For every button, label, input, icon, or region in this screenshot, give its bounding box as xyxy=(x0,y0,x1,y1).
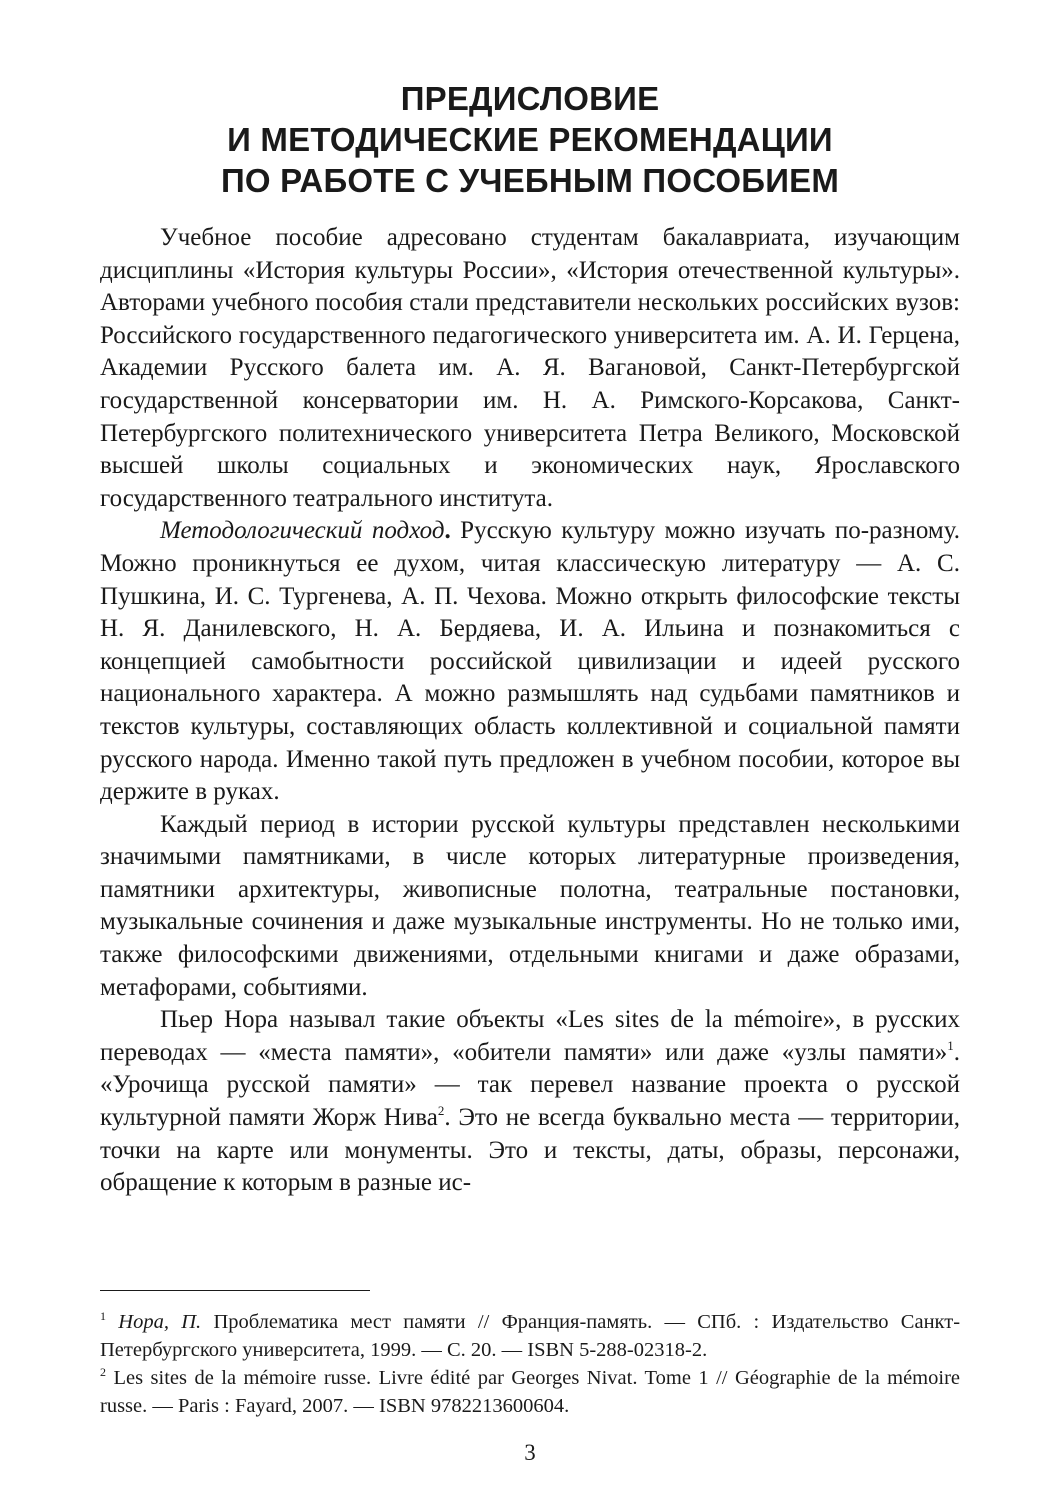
paragraph-2-text: Русскую культуру можно изучать по-разному. Можно проникнуться ее духом, читая классическую литературу — А. С. Пушкина, И. С. Тургенева, А. П. Чехова. Можно открыть философские тексты Н. Я. Данилевского, Н. А. Бердяева, И. А. Ильина и познакомиться с концепцией самобытности российской цивилизации и идеей русского национального характера. А можно размышлять над судьбами памятников и текстов культуры, составляющих область коллективной и социальной памяти русского народа. Именно такой путь предложен в учебном пособии, которое вы держите в руках. xyxy=(100,517,960,806)
paragraph-1: Учебное пособие адресовано студентам бакалавриата, изучающим дисциплины «История культуры России», «История отечественной культуры». Авторами учебного пособия стали представители нескольких российских вузов: Российского государственного педагогического университета им. А. И. Герцена, Академии Русского балета им. А. Я. Вагановой, Санкт-Петербургской государственной консерватории им. Н. А. Римского-Корсакова, Санкт-Петербургского политехнического университета Петра Великого, Московской высшей школы социальных и экономических наук, Ярославского государственного театрального института. xyxy=(100,224,960,512)
paragraph-3: Каждый период в истории русской культуры представлен несколькими значимыми памятниками, в числе которых литературные произведения, памятники архитектуры, живописные полотна, театральные постановки, музыкальные сочинения и даже музыкальные инструменты. Но не только ими, также философскими движениями, отдельными книгами и даже образами, метафорами, событиями. xyxy=(100,810,960,1001)
footnote-ref-1[interactable]: 1 xyxy=(947,1037,954,1053)
title-line-1: ПРЕДИСЛОВИЕ xyxy=(400,80,660,117)
footnote-ref-2[interactable]: 2 xyxy=(437,1103,445,1119)
title-line-2: И МЕТОДИЧЕСКИЕ РЕКОМЕНДАЦИИ xyxy=(227,121,833,158)
footnote-2-text: Les sites de la mémoire russe. Livre édité par Georges Nivat. Tome 1 // Géographie de la mémoire russe. — Paris : Fayard, 2007. — ISBN 9782213600604. xyxy=(100,1367,960,1417)
paragraph-4-part-2: . «Урочища русской памяти» — так перевел название проекта о русской культурной памяти Жорж Нива xyxy=(100,1038,960,1132)
footnote-1-mark: 1 xyxy=(100,1309,106,1323)
title-line-3: ПО РАБОТЕ С УЧЕБНЫМ ПОСОБИЕМ xyxy=(220,162,840,199)
footnote-2-mark: 2 xyxy=(100,1365,106,1379)
paragraph-4-part-1: Пьер Нора называл такие объекты «Les sites de la mémoire», в русских переводах — «места памяти», «обители памяти» или даже «узлы памяти» xyxy=(100,1006,960,1066)
footnote-1 xyxy=(100,1308,960,1364)
page-number: 3 xyxy=(524,1440,536,1465)
main-text xyxy=(100,222,960,1200)
paragraph-2-lead: Методологический подход xyxy=(160,517,445,545)
paragraph-2-lead-dot: . xyxy=(444,517,451,545)
footnotes xyxy=(100,1308,960,1420)
paragraph-2 xyxy=(100,515,960,808)
footnote-divider xyxy=(100,1290,370,1291)
footnote-2 xyxy=(100,1364,960,1420)
footnote-1-text: Проблематика мест памяти // Франция-память. — СПб. : Издательство Санкт-Петербургского университета, 1999. — С. 20. — ISBN 5-288-02318-2. xyxy=(100,1311,961,1361)
paragraph-4-part-3: . Это не всегда буквально места — территории, точки на карте или монументы. Это и тексты, даты, образы, персонажи, обращение к которым в разные ис- xyxy=(100,1104,960,1197)
footnote-1-author: Нора, П. xyxy=(118,1311,202,1333)
paragraph-4 xyxy=(100,1004,960,1200)
page-title xyxy=(100,78,960,201)
